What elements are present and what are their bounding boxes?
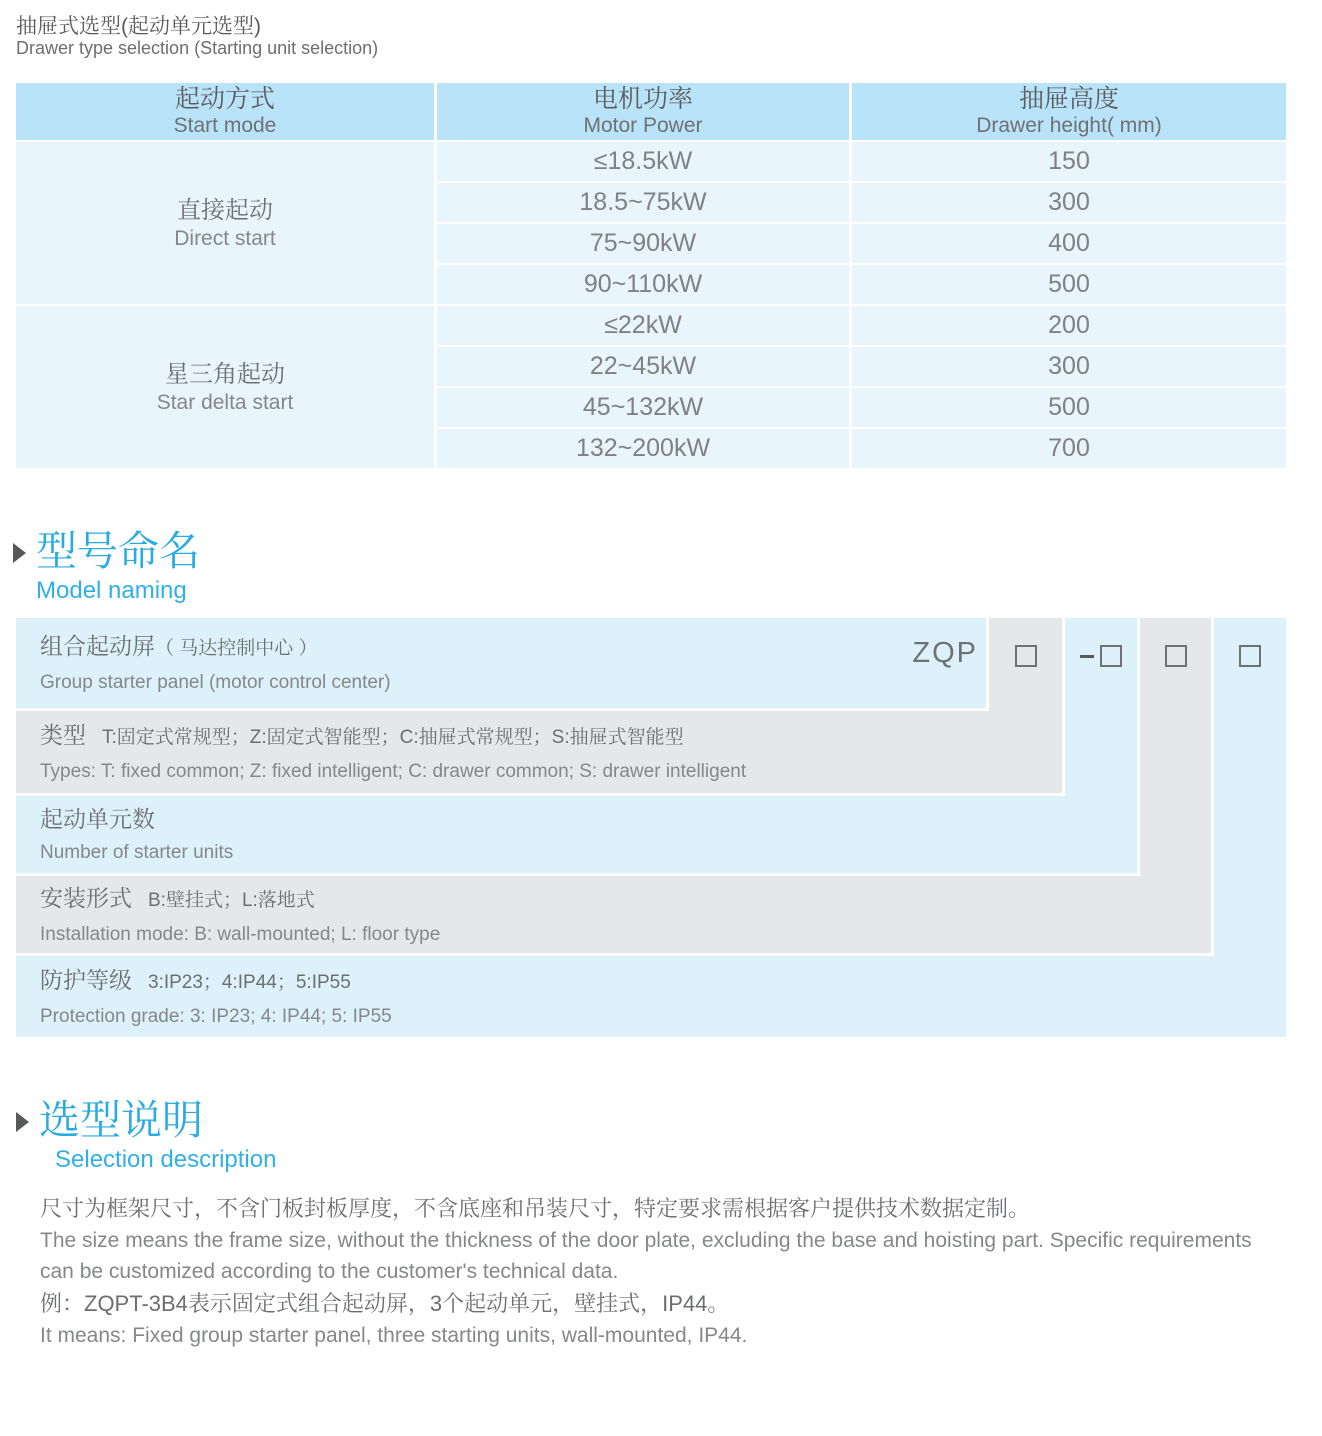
column-header-drawer-height (852, 83, 1286, 140)
selection-description-heading-en: Selection description (55, 1146, 277, 1173)
direct-start-label-zh: 直接起动 (177, 196, 273, 224)
naming-row-type (16, 711, 1062, 793)
naming-row-zh: 组合起动屏（ 马达控制中心 ） (40, 633, 318, 659)
naming-row-group-starter-panel (16, 618, 986, 708)
naming-row-zh: 安装形式 B:壁挂式；L:落地式 (40, 884, 315, 911)
start-mode-cell-star-delta-start (16, 306, 434, 468)
motor-power-cell: ≤22kW (437, 306, 849, 345)
motor-power-cell: 90~110kW (437, 265, 849, 304)
model-code-prefix: ZQP (912, 637, 978, 669)
naming-row-en: Protection grade: 3: IP23; 4: IP44; 5: IP55 (40, 1005, 392, 1027)
model-naming-heading-zh: 型号命名 (36, 528, 200, 574)
model-digit-box (1239, 645, 1261, 667)
description-example-en: It means: Fixed group starter panel, three starting units, wall-mounted, IP44. (40, 1324, 748, 1347)
naming-row-zh: 防护等级 3:IP23；4:IP44；5:IP55 (40, 966, 351, 993)
drawer-height-cell: 200 (852, 306, 1286, 345)
drawer-height-cell: 300 (852, 347, 1286, 386)
naming-row-starter-units (16, 796, 1137, 873)
column-header-drawer-height-zh: 抽屉高度 (1018, 85, 1119, 113)
column-header-drawer-height-en: Drawer height( mm) (976, 114, 1162, 137)
start-mode-cell-direct-start (16, 142, 434, 304)
column-header-start-mode-zh: 起动方式 (174, 85, 275, 113)
model-digit-box (1015, 645, 1037, 667)
selection-description-heading-zh: 选型说明 (39, 1097, 203, 1143)
arrow-right-icon (13, 543, 26, 563)
page-subtitle: Drawer type selection (Starting unit selection) (16, 38, 379, 58)
drawer-height-cell: 400 (852, 224, 1286, 263)
motor-power-cell: 22~45kW (437, 347, 849, 386)
section-heading-selection-description (16, 1096, 276, 1173)
model-naming-heading-en: Model naming (36, 577, 187, 604)
naming-row-en: Group starter panel (motor control center) (40, 672, 391, 693)
model-naming-diagram (16, 618, 1286, 1037)
naming-row-en: Installation mode: B: wall-mounted; L: floor type (40, 923, 441, 945)
column-header-motor-power-zh: 电机功率 (592, 85, 693, 113)
section-heading-model-naming (13, 527, 200, 604)
model-digit-box (1165, 645, 1187, 667)
motor-power-cell: 18.5~75kW (437, 183, 849, 222)
naming-row-en: Number of starter units (40, 842, 234, 863)
motor-power-cell: 45~132kW (437, 388, 849, 427)
drawer-height-cell: 700 (852, 429, 1286, 468)
page-title: 抽屉式选型(起动单元选型) (16, 15, 261, 38)
model-digit-box (1100, 645, 1122, 667)
star-delta-label-zh: 星三角起动 (165, 360, 285, 388)
motor-power-cell: ≤18.5kW (437, 142, 849, 181)
motor-power-cell: 75~90kW (437, 224, 849, 263)
drawer-height-cell: 500 (852, 388, 1286, 427)
description-example-zh: 例：ZQPT-3B4表示固定式组合起动屏，3个起动单元，壁挂式，IP44。 (40, 1291, 730, 1316)
description-line-zh: 尺寸为框架尺寸，不含门板封板厚度，不含底座和吊装尺寸，特定要求需根据客户提供技术数据定制。 (40, 1196, 1031, 1221)
drawer-height-cell: 150 (852, 142, 1286, 181)
column-header-start-mode-en: Start mode (173, 114, 277, 137)
naming-row-protection-grade (16, 956, 1286, 1037)
column-header-motor-power (437, 83, 849, 140)
naming-row-en: Types: T: fixed common; Z: fixed intelligent; C: drawer common; S: drawer intelligent (40, 761, 747, 782)
direct-start-label-en: Direct start (174, 226, 276, 250)
model-code-dash (1080, 655, 1094, 658)
drawer-height-cell: 300 (852, 183, 1286, 222)
drawer-selection-table (16, 83, 1286, 468)
drawer-height-cell: 500 (852, 265, 1286, 304)
column-header-start-mode (16, 83, 434, 140)
naming-row-zh: 类型 T:固定式常规型；Z:固定式智能型；C:抽屉式常规型；S:抽屉式智能型 (40, 722, 684, 748)
selection-description-text (40, 1192, 1288, 1351)
arrow-right-icon (16, 1112, 29, 1132)
naming-row-installation-mode (16, 876, 1211, 953)
description-line-en: The size means the frame size, without the thickness of the door plate, excluding the base and hoisting part. Specific requirements can be customized according to the customer's technical data. (40, 1229, 1252, 1283)
star-delta-label-en: Star delta start (156, 390, 294, 414)
naming-row-zh: 起动单元数 (40, 806, 155, 832)
column-header-motor-power-en: Motor Power (583, 114, 703, 137)
motor-power-cell: 132~200kW (437, 429, 849, 468)
